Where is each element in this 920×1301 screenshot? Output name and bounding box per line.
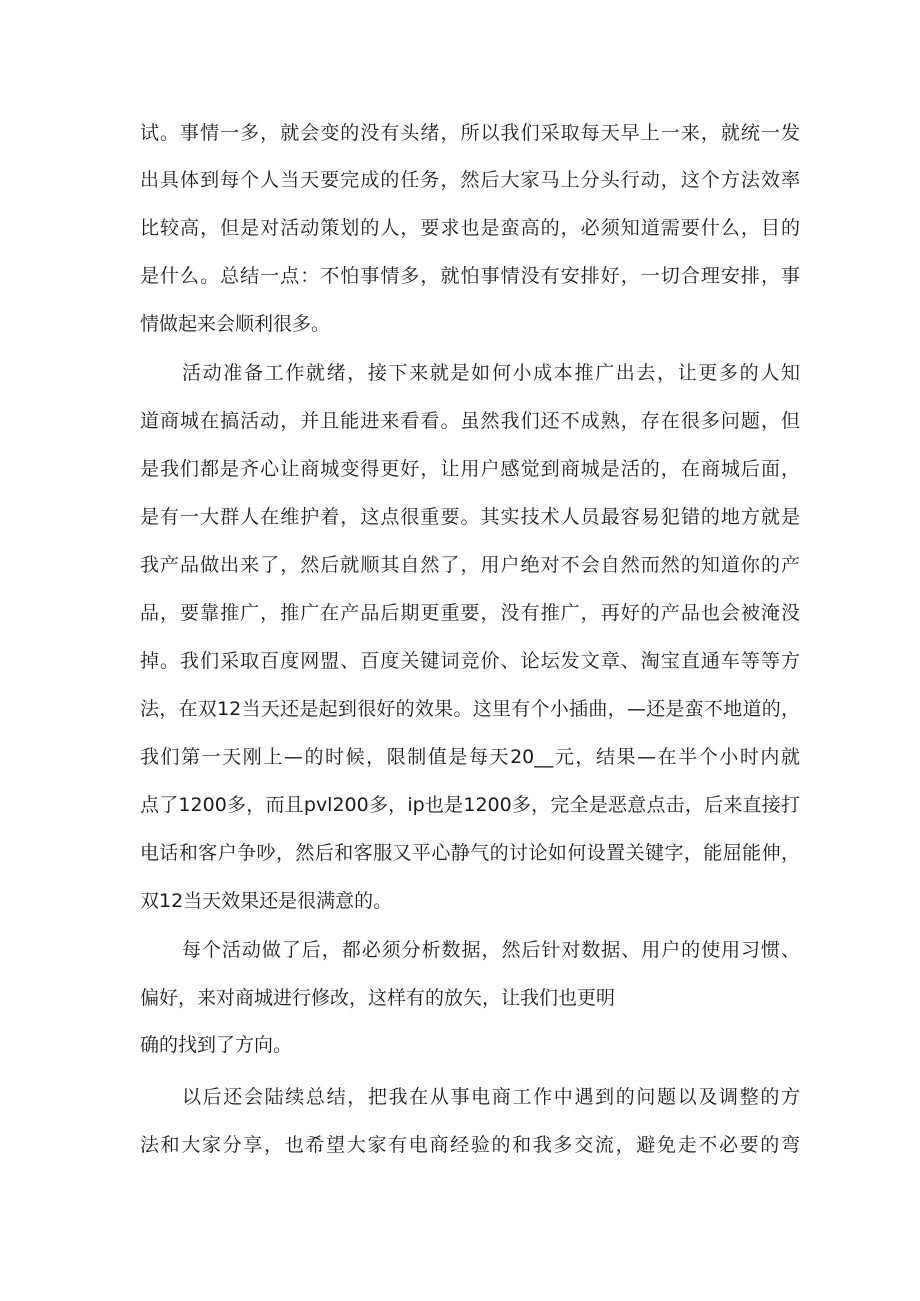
paragraph-line: 我产品做出来了，然后就顺其自然了，用户绝对不会自然而然的知道你的产 (140, 554, 800, 576)
paragraph-line: 点了1200多，而且pvl200多，ip也是1200多，完全是恶意点击，后来直接打 (140, 794, 800, 816)
paragraph-line: 是我们都是齐心让商城变得更好，让用户感觉到商城是活的，在商城后面， (140, 458, 800, 480)
paragraph-line: 品，要靠推广，推广在产品后期更重要，没有推广，再好的产品也会被淹没 (140, 602, 800, 624)
paragraph-line: 掉。我们采取百度网盟、百度关键词竞价、论坛发文章、淘宝直通车等等方 (140, 650, 800, 672)
paragraph-line: 出具体到每个人当天要完成的任务，然后大家马上分头行动，这个方法效率 (140, 169, 800, 191)
paragraph-line: 道商城在搞活动，并且能进来看看。虽然我们还不成熟，存在很多问题，但 (140, 410, 800, 432)
paragraph-line: 活动准备工作就绪，接下来就是如何小成本推广出去，让更多的人知 (182, 362, 800, 384)
paragraph-line: 以后还会陆续总结，把我在从事电商工作中遇到的问题以及调整的方 (182, 1086, 800, 1108)
paragraph-line: 比较高，但是对活动策划的人，要求也是蛮高的，必须知道需要什么，目的 (140, 217, 800, 239)
paragraph-line: 我们第一天刚上—的时候，限制值是每天20__元，结果—在半个小时内就 (140, 746, 800, 768)
paragraph-line: 试。事情一多，就会变的没有头绪，所以我们采取每天早上一来，就统一发 (140, 122, 800, 144)
paragraph-line: 法和大家分享，也希望大家有电商经验的和我多交流，避免走不必要的弯 (140, 1134, 800, 1156)
paragraph-line: 电话和客户争吵，然后和客服又平心静气的讨论如何设置关键字，能屈能伸， (140, 842, 800, 864)
paragraph-line: 每个活动做了后，都必须分析数据，然后针对数据、用户的使用习惯、 (182, 939, 800, 961)
paragraph-line: 偏好，来对商城进行修改，这样有的放矢，让我们也更明 (140, 987, 616, 1009)
paragraph-line: 是有一大群人在维护着，这点很重要。其实技术人员最容易犯错的地方就是 (140, 506, 800, 528)
paragraph-line: 双12当天效果还是很满意的。 (140, 890, 393, 912)
paragraph-line: 法，在双12当天还是起到很好的效果。这里有个小插曲，—还是蛮不地道的， (140, 698, 800, 720)
paragraph-line: 是什么。总结一点：不怕事情多，就怕事情没有安排好，一切合理安排，事 (140, 265, 800, 287)
paragraph-line: 确的找到了方向。 (140, 1034, 293, 1056)
paragraph-line: 情做起来会顺利很多。 (140, 313, 331, 335)
